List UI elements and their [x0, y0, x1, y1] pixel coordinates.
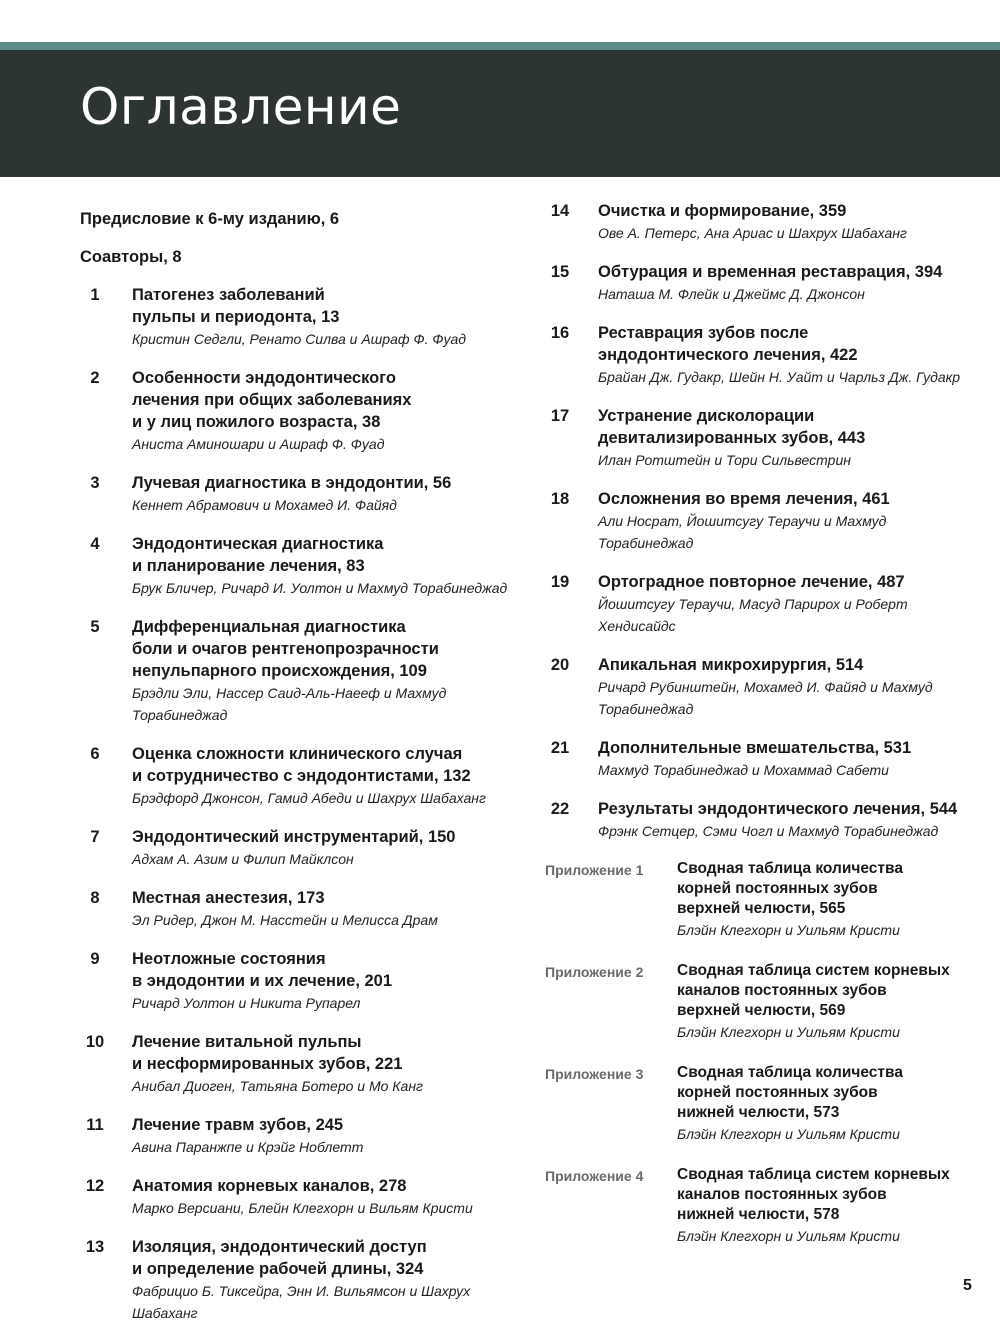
- chapter-title[interactable]: Осложнения во время лечения, 461: [598, 490, 890, 508]
- toc-entry[interactable]: [80, 948, 520, 1014]
- chapter-number: 3: [90, 474, 100, 492]
- chapter-number: 2: [90, 369, 100, 387]
- chapter-title[interactable]: Обтурация и временная реставрация, 394: [598, 263, 943, 281]
- toc-entry[interactable]: [80, 1175, 520, 1219]
- chapter-title[interactable]: Анатомия корневых каналов, 278: [132, 1177, 407, 1195]
- toc-entry[interactable]: [545, 405, 975, 471]
- chapter-authors: Брэдфорд Джонсон, Гамид Абеди и Шахрух Шабаханг: [132, 790, 486, 806]
- toc-contributors-line[interactable]: Соавторы, 8: [80, 248, 182, 266]
- chapter-authors: Авина Паранжпе и Крэйг Ноблетт: [132, 1139, 364, 1155]
- toc-entry[interactable]: [80, 1236, 520, 1324]
- appendix-entry[interactable]: [545, 1165, 975, 1247]
- chapter-title[interactable]: Устранение дисколорации девитализированных зубов, 443: [598, 407, 866, 447]
- toc-entry[interactable]: [545, 798, 975, 842]
- toc-entry[interactable]: [80, 1031, 520, 1097]
- chapter-title[interactable]: Неотложные состояния в эндодонтии и их лечение, 201: [132, 950, 393, 990]
- appendix-entry[interactable]: [545, 1063, 975, 1145]
- chapter-number: 20: [550, 656, 570, 674]
- toc-entry[interactable]: [80, 887, 520, 931]
- toc-entry[interactable]: [80, 533, 520, 599]
- chapter-number: 11: [86, 1116, 104, 1134]
- chapter-authors: Анибал Диоген, Татьяна Ботеро и Мо Канг: [132, 1078, 423, 1094]
- toc-entry[interactable]: [545, 488, 975, 554]
- appendix-label: Приложение 3: [545, 1066, 644, 1082]
- chapter-authors: Наташа М. Флейк и Джеймс Д. Джонсон: [598, 286, 865, 302]
- toc-entry[interactable]: [80, 826, 520, 870]
- chapter-authors: Адхам А. Азим и Филип Майклсон: [132, 851, 354, 867]
- appendix-entry[interactable]: [545, 859, 975, 941]
- chapter-title[interactable]: Лучевая диагностика в эндодонтии, 56: [132, 474, 452, 492]
- appendix-label: Приложение 2: [545, 964, 644, 980]
- appendix-authors: Блэйн Клегхорн и Уильям Кристи: [677, 1126, 900, 1142]
- toc-right-column: [545, 200, 975, 1267]
- chapter-title[interactable]: Дополнительные вмешательства, 531: [598, 739, 912, 757]
- toc-entry[interactable]: [545, 737, 975, 781]
- chapter-title[interactable]: Дифференциальная диагностика боли и очагов рентгенопрозрачности непульпарного происхождения, 109: [132, 618, 439, 680]
- chapter-title[interactable]: Апикальная микрохирургия, 514: [598, 656, 864, 674]
- chapter-title[interactable]: Лечение травм зубов, 245: [132, 1116, 344, 1134]
- chapter-authors: Фрэнк Сетцер, Сэми Чогл и Махмуд Торабинеджад: [598, 823, 939, 839]
- chapter-title[interactable]: Реставрация зубов после эндодонтического лечения, 422: [598, 324, 858, 364]
- toc-entry[interactable]: [80, 284, 520, 350]
- chapter-authors: Кристин Седгли, Ренато Силва и Ашраф Ф. Фуад: [132, 331, 467, 347]
- chapter-number: 18: [550, 490, 570, 508]
- toc-entry[interactable]: [545, 571, 975, 637]
- chapter-title[interactable]: Эндодонтическая диагностика и планирование лечения, 83: [132, 535, 384, 575]
- chapter-authors: Брайан Дж. Гудакр, Шейн Н. Уайт и Чарльз Дж. Гудакр: [598, 369, 961, 385]
- toc-entry[interactable]: [545, 654, 975, 720]
- chapter-number: 8: [90, 889, 100, 907]
- chapter-authors: Али Носрат, Йошитсугу Тераучи и Махмуд Торабинеджад: [598, 513, 887, 551]
- chapter-number: 13: [85, 1238, 105, 1256]
- chapter-authors: Брук Бличер, Ричард И. Уолтон и Махмуд Торабинеджад: [132, 580, 508, 596]
- appendix-label: Приложение 4: [545, 1168, 644, 1184]
- chapter-number: 12: [85, 1177, 105, 1195]
- chapter-title[interactable]: Особенности эндодонтического лечения при общих заболеваниях и у лиц пожилого возраста, 38: [132, 369, 412, 431]
- chapter-title[interactable]: Оценка сложности клинического случая и сотрудничество с эндодонтистами, 132: [132, 745, 471, 785]
- chapter-title[interactable]: Местная анестезия, 173: [132, 889, 325, 907]
- chapter-title[interactable]: Патогенез заболеваний пульпы и периодонта, 13: [132, 286, 340, 326]
- chapter-number: 7: [90, 828, 100, 846]
- chapter-authors: Илан Ротштейн и Тори Сильвестрин: [598, 452, 851, 468]
- chapter-number: 9: [90, 950, 100, 968]
- chapter-title[interactable]: Очистка и формирование, 359: [598, 202, 847, 220]
- chapter-authors: Фабрицио Б. Тиксейра, Энн И. Вильямсон и Шахрух Шабаханг: [132, 1283, 471, 1321]
- page-title: Оглавление: [80, 78, 402, 136]
- appendix-title[interactable]: Сводная таблица количества корней постоянных зубов нижней челюсти, 573: [677, 1064, 903, 1121]
- chapter-title[interactable]: Результаты эндодонтического лечения, 544: [598, 800, 958, 818]
- toc-entry[interactable]: [80, 743, 520, 809]
- chapter-authors: Брэдли Эли, Нассер Саид-Аль-Наееф и Махмуд Торабинеджад: [132, 685, 447, 723]
- chapter-authors: Аниста Аминошари и Ашраф Ф. Фуад: [132, 436, 385, 452]
- toc-entry[interactable]: [80, 1114, 520, 1158]
- page-number: 5: [963, 1277, 972, 1294]
- chapter-number: 6: [90, 745, 100, 763]
- chapter-title[interactable]: Ортоградное повторное лечение, 487: [598, 573, 905, 591]
- chapter-title[interactable]: Эндодонтический инструментарий, 150: [132, 828, 456, 846]
- chapter-number: 10: [85, 1033, 105, 1051]
- appendix-authors: Блэйн Клегхорн и Уильям Кристи: [677, 1024, 900, 1040]
- toc-entry[interactable]: [545, 261, 975, 305]
- chapter-authors: Ричард Уолтон и Никита Рупарел: [132, 995, 361, 1011]
- appendix-title[interactable]: Сводная таблица количества корней постоянных зубов верхней челюсти, 565: [677, 860, 903, 917]
- toc-entry[interactable]: [545, 200, 975, 244]
- toc-entry[interactable]: [80, 616, 520, 726]
- appendix-label: Приложение 1: [545, 862, 644, 878]
- chapter-authors: Кеннет Абрамович и Мохамед И. Файяд: [132, 497, 397, 513]
- chapter-title[interactable]: Изоляция, эндодонтический доступ и определение рабочей длины, 324: [132, 1238, 427, 1278]
- toc-entry[interactable]: [80, 472, 520, 516]
- chapter-number: 22: [550, 800, 570, 818]
- chapter-number: 5: [90, 618, 100, 636]
- toc-left-column: [80, 200, 520, 1341]
- chapter-authors: Марко Версиани, Блейн Клегхорн и Вильям Кристи: [132, 1200, 473, 1216]
- chapter-number: 17: [550, 407, 570, 425]
- chapter-number: 14: [550, 202, 570, 220]
- chapter-authors: Ричард Рубинштейн, Мохамед И. Файяд и Махмуд Торабинеджад: [598, 679, 933, 717]
- toc-entry[interactable]: [80, 367, 520, 455]
- appendix-authors: Блэйн Клегхорн и Уильям Кристи: [677, 922, 900, 938]
- appendix-title[interactable]: Сводная таблица систем корневых каналов постоянных зубов верхней челюсти, 569: [677, 962, 950, 1019]
- chapter-number: 21: [550, 739, 570, 757]
- appendix-authors: Блэйн Клегхорн и Уильям Кристи: [677, 1228, 900, 1244]
- appendix-list: [545, 859, 975, 1247]
- chapter-number: 19: [550, 573, 570, 591]
- chapter-number: 15: [550, 263, 570, 281]
- chapter-number: 16: [550, 324, 570, 342]
- appendix-title[interactable]: Сводная таблица систем корневых каналов постоянных зубов нижней челюсти, 578: [677, 1166, 950, 1223]
- chapter-title[interactable]: Лечение витальной пульпы и несформированных зубов, 221: [132, 1033, 403, 1073]
- chapter-number: 4: [90, 535, 100, 553]
- chapter-number: 1: [90, 286, 100, 304]
- chapter-authors: Йошитсугу Тераучи, Масуд Парирох и Роберт Хендисайдс: [598, 596, 908, 634]
- toc-preface-line[interactable]: Предисловие к 6-му изданию, 6: [80, 210, 340, 228]
- header-accent-stripe: [0, 42, 1000, 50]
- chapter-authors: Эл Ридер, Джон М. Насстейн и Мелисса Драм: [132, 912, 438, 928]
- chapter-authors: Ове А. Петерс, Ана Ариас и Шахрух Шабаханг: [598, 225, 907, 241]
- appendix-entry[interactable]: [545, 961, 975, 1043]
- toc-entry[interactable]: [545, 322, 975, 388]
- chapter-authors: Махмуд Торабинеджад и Мохаммад Сабети: [598, 762, 889, 778]
